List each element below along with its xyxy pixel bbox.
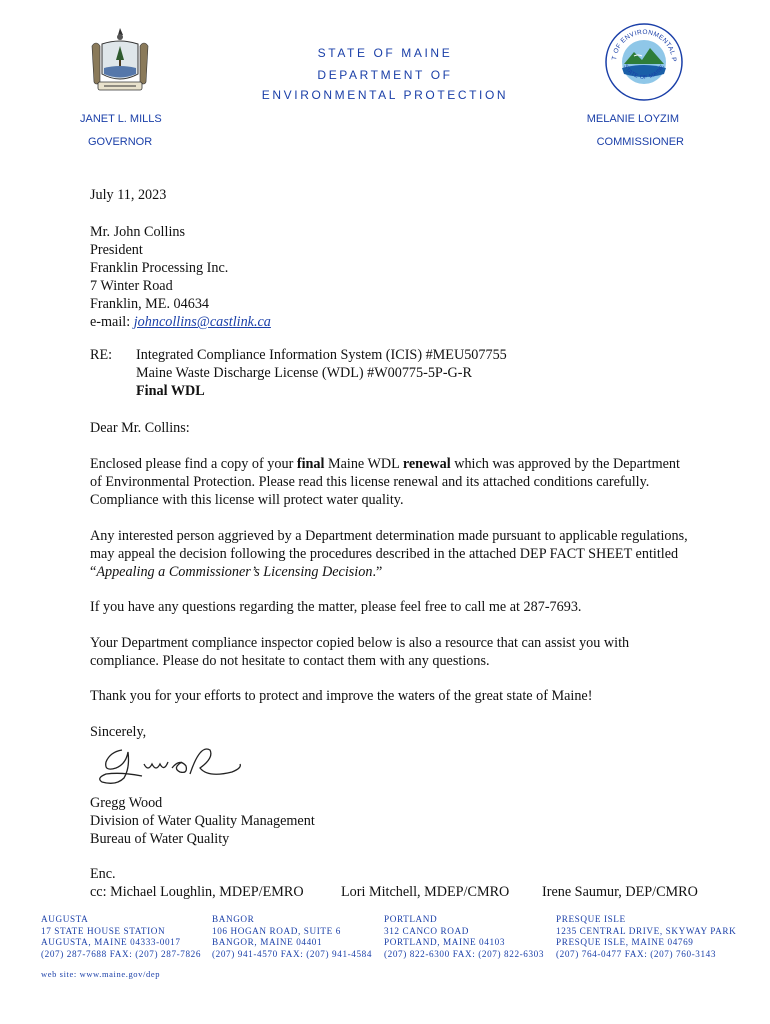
office-city: BANGOR — [212, 914, 255, 924]
recipient-street: 7 Winter Road — [90, 278, 173, 294]
recipient-company: Franklin Processing Inc. — [90, 260, 229, 276]
office-city: AUGUSTA — [41, 914, 89, 924]
signer-bureau: Bureau of Water Quality — [90, 831, 230, 847]
dep-seal-ring-text: T OF ENVIRONMENTAL P — [611, 28, 678, 63]
footer-office-portland — [384, 914, 544, 960]
letter-date: July 11, 2023 — [90, 187, 167, 203]
p2-fact-sheet-title: Appealing a Commissioner’s Licensing Decision — [96, 564, 373, 580]
office-phone: (207) 941-4570 FAX: (207) 941-4584 — [212, 948, 373, 959]
office-city-state: PRESQUE ISLE, MAINE 04769 — [556, 937, 694, 947]
signer-name: Gregg Wood — [90, 795, 163, 811]
paragraph-thanks: Thank you for your efforts to protect and improve the waters of the great state of Maine! — [90, 688, 593, 704]
p1-final: final — [296, 456, 325, 472]
office-city-state: BANGOR, MAINE 04401 — [212, 937, 323, 947]
cc-second: Lori Mitchell, MDEP/CMRO — [341, 884, 510, 900]
header-env-protection: ENVIRONMENTAL PROTECTION — [261, 88, 509, 102]
cc-first: cc: Michael Loughlin, MDEP/EMRO — [90, 884, 304, 900]
office-address: 1235 CENTRAL DRIVE, SKYWAY PARK — [556, 925, 737, 936]
signer-division: Division of Water Quality Management — [90, 813, 315, 829]
office-city-state: AUGUSTA, MAINE 04333-0017 — [41, 937, 181, 947]
office-phone: (207) 287-7688 FAX: (207) 287-7826 — [41, 948, 202, 959]
governor-name: JANET L. MILLS — [80, 113, 162, 125]
footer-office-presque-isle — [556, 914, 736, 960]
p1-renewal: renewal — [402, 456, 451, 472]
signer-block — [90, 794, 315, 848]
office-phone: (207) 822-6300 FAX: (207) 822-6303 — [384, 948, 545, 959]
paragraph-appeal — [90, 527, 690, 581]
office-address: 17 STATE HOUSE STATION — [41, 925, 166, 936]
office-address: 106 HOGAN ROAD, SUITE 6 — [212, 925, 341, 936]
commissioner-title: COMMISSIONER — [596, 136, 684, 148]
office-address: 312 CANCO ROAD — [384, 925, 469, 936]
office-city-state: PORTLAND, MAINE 04103 — [384, 937, 506, 947]
re-block — [136, 346, 507, 400]
p1-text-a: Enclosed please find a copy of your — [90, 456, 297, 472]
recipient-name: Mr. John Collins — [90, 224, 185, 240]
p1-text-e: which was approved by the Department of Environmental Protection. Please read this license renewal and its attached conditions carefully. Compliance with this license will protect water quality. — [90, 456, 680, 508]
recipient-email-link[interactable]: johncollins@castlink.ca — [133, 314, 271, 330]
governor-title: GOVERNOR — [88, 136, 153, 148]
p1-text-c: Maine WDL — [324, 456, 403, 472]
office-city: PORTLAND — [384, 914, 438, 924]
p2-text-a: Any interested person aggrieved by a Department determination made pursuant to applicable regulations, may appeal the decision following the procedures described in the attached DEP FACT SHEET entitled “ — [90, 528, 688, 580]
recipient-block — [90, 223, 271, 331]
footer-office-bangor — [212, 914, 372, 960]
recipient-city: Franklin, ME. 04634 — [90, 296, 210, 312]
recipient-title: President — [90, 242, 143, 258]
maine-state-seal — [88, 26, 152, 94]
dep-seal-state-text: STATE OF MAINE — [622, 63, 666, 81]
office-city: PRESQUE ISLE — [556, 914, 626, 924]
footer-office-augusta — [41, 914, 201, 960]
office-phone: (207) 764-0477 FAX: (207) 760-3143 — [556, 948, 717, 959]
closing: Sincerely, — [90, 724, 147, 740]
cc-third: Irene Saumur, DEP/CMRO — [542, 884, 698, 900]
salutation: Dear Mr. Collins: — [90, 420, 190, 436]
enclosure: Enc. — [90, 866, 116, 882]
paragraph-questions: If you have any questions regarding the matter, please feel free to call me at 287-7693. — [90, 599, 582, 615]
recipient-email-line — [90, 313, 271, 331]
paragraph-enclosed — [90, 455, 690, 509]
p2-text-c: .” — [372, 564, 383, 580]
commissioner-name: MELANIE LOYZIM — [586, 113, 679, 125]
footer-website[interactable]: web site: www.maine.gov/dep — [41, 969, 161, 979]
re-line-wdl: Maine Waste Discharge License (WDL) #W00775-5P-G-R — [136, 365, 472, 381]
re-label: RE: — [90, 347, 113, 363]
email-label: e-mail: — [90, 314, 134, 330]
re-line-final: Final WDL — [136, 383, 205, 399]
paragraph-inspector: Your Department compliance inspector copied below is also a resource that can assist you with compliance. Please do not hesitate to contact them with any questions. — [90, 635, 630, 669]
header-department: DEPARTMENT OF — [317, 68, 453, 82]
dep-seal — [604, 22, 684, 102]
header-state: STATE OF MAINE — [317, 46, 453, 60]
re-line-icis: Integrated Compliance Information System (ICIS) #MEU507755 — [136, 347, 507, 363]
handwritten-signature — [92, 738, 252, 788]
